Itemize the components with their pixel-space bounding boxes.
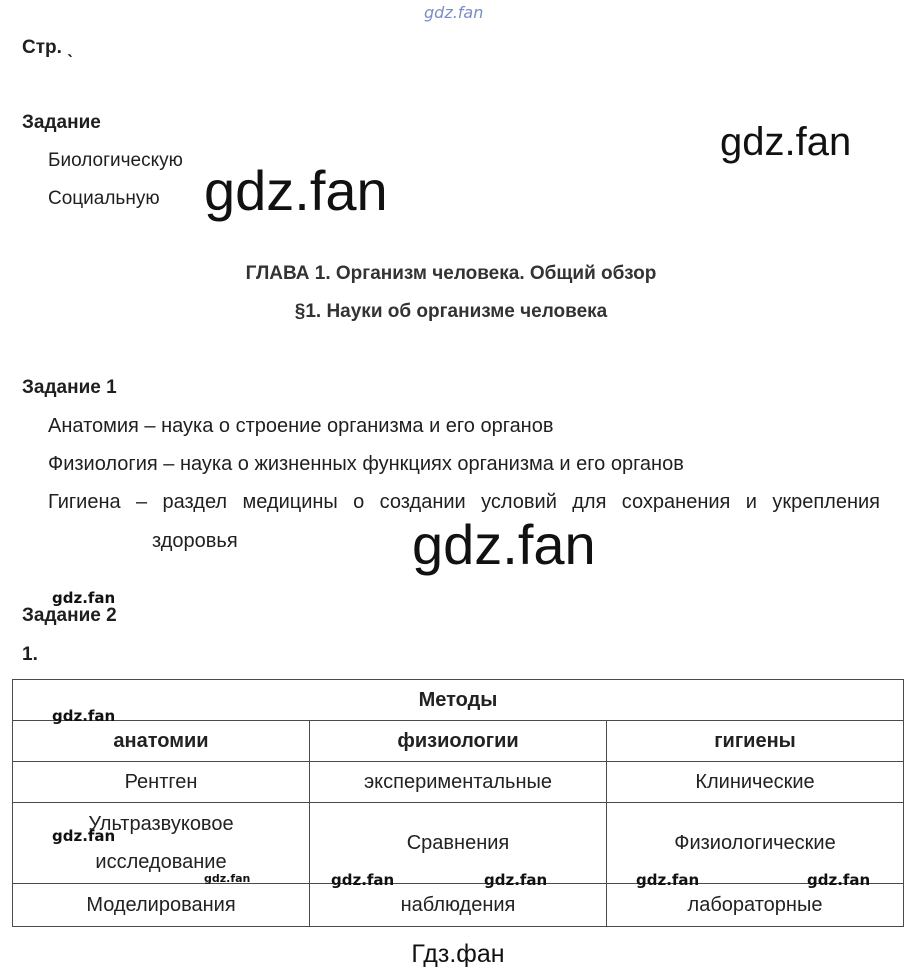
task1-line-anatomy: Анатомия – наука о строение организма и его органов: [48, 415, 554, 437]
task2-heading: Задание 2: [22, 605, 117, 626]
intro-answer-2: Социальную: [48, 188, 160, 209]
intro-answer-1: Биологическую: [48, 150, 183, 171]
watermark-upper-right: gdz.fan: [720, 120, 852, 164]
table-cell: Ультразвуковое исследование: [13, 803, 310, 884]
table-cell: Моделирования: [13, 884, 310, 927]
watermark-middle: gdz.fan: [412, 513, 596, 576]
task1-line-hygiene: Гигиена – раздел медицины о создании условий для сохранения и укрепления: [48, 491, 880, 513]
task2-item-number: 1.: [22, 644, 38, 665]
watermark-row3-d: gdz.fan: [807, 871, 871, 889]
intro-task-heading: Задание: [22, 112, 101, 133]
table-cell: лабораторные: [607, 884, 904, 927]
watermark-row3-a: gdz.fan: [331, 871, 395, 889]
watermark-table-2: gdz.fan: [52, 827, 116, 845]
table-row: [13, 803, 904, 884]
table-row: [13, 762, 904, 803]
table-title: Методы: [13, 680, 904, 721]
section-title: §1. Науки об организме человека: [294, 301, 608, 322]
table-cell: Рентген: [13, 762, 310, 803]
watermark-top: gdz.fan: [424, 3, 484, 22]
table-header-row: [13, 721, 904, 762]
table-cell: Сравнения: [310, 803, 607, 884]
table-cell: Клинические: [607, 762, 904, 803]
column-header: физиологии: [310, 721, 607, 762]
watermark-upper-center: gdz.fan: [204, 159, 388, 222]
watermark-table-1: gdz.fan: [52, 707, 116, 725]
table-cell: Физиологические: [607, 803, 904, 884]
footer-watermark: Гдз.фан: [411, 940, 505, 968]
task1-line-physiology: Физиология – наука о жизненных функциях организма и его органов: [48, 453, 684, 475]
task1-line-hygiene-cont: здоровья: [152, 530, 238, 552]
table-row: [13, 884, 904, 927]
methods-table: [12, 679, 904, 927]
column-header: анатомии: [13, 721, 310, 762]
page-label: Стр. ˎ: [22, 37, 74, 58]
table-cell: наблюдения: [310, 884, 607, 927]
column-header: гигиены: [607, 721, 904, 762]
watermark-row3-b: gdz.fan: [484, 871, 548, 889]
watermark-row3-c: gdz.fan: [636, 871, 700, 889]
table-title-row: [13, 680, 904, 721]
chapter-title: ГЛАВА 1. Организм человека. Общий обзор: [245, 263, 657, 284]
watermark-tiny: gdz.fan: [204, 872, 251, 885]
task1-heading: Задание 1: [22, 377, 117, 398]
watermark-small-left: gdz.fan: [52, 589, 116, 607]
table-cell: экспериментальные: [310, 762, 607, 803]
